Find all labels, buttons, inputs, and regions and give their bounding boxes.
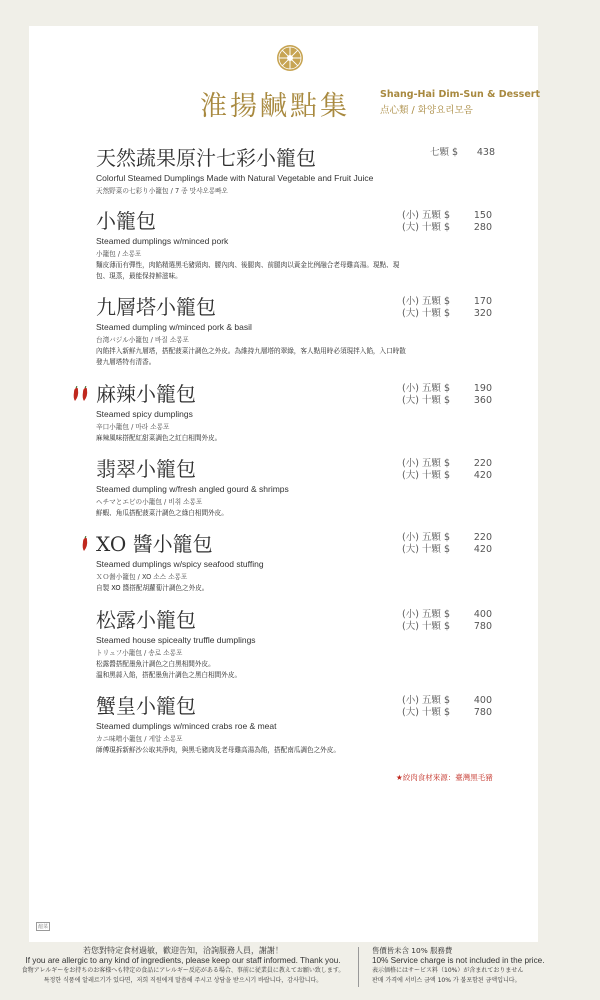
price-label: (小) 五顆 $ <box>402 532 450 543</box>
price-row <box>402 532 492 544</box>
item-name: 九層塔小籠包 <box>96 295 216 319</box>
item-jp-kr-name: 台湾バジル小籠包 / 바질 소롱포 <box>96 336 189 344</box>
price-value: 170 <box>473 296 492 307</box>
item-prices <box>430 147 495 159</box>
service-charge-notice <box>372 946 592 986</box>
price-label: (大) 十顆 $ <box>402 621 450 632</box>
price-label: (小) 五顆 $ <box>402 609 450 620</box>
item-jp-kr-name: ヘチマとエビの小籠包 / 비취 소롱포 <box>96 498 203 506</box>
menu-item <box>96 532 416 594</box>
price-label: (大) 十顆 $ <box>402 395 450 406</box>
price-row <box>402 695 492 707</box>
service-charge-en: 10% Service charge is not included in the price. <box>372 956 545 965</box>
price-label: (小) 五顆 $ <box>402 383 450 394</box>
price-value: 190 <box>473 383 492 394</box>
price-row <box>402 395 492 407</box>
item-name: 蟹皇小籠包 <box>96 694 196 718</box>
service-charge-zh: 售價皆未含 10% 服務費 <box>372 946 453 955</box>
allergy-notice-ja: 食物アレルギーをお持ちのお客様へも特定の食品にアレルギー反応がある場合、事前に従業員に教えてお願い致します。 <box>21 967 345 974</box>
section-title: 淮揚鹹點集 <box>200 91 350 122</box>
price-row <box>402 383 492 395</box>
allergy-notice <box>18 946 348 986</box>
chili-pepper-icon <box>72 386 92 402</box>
item-english-name: Steamed dumpling w/fresh angled gourd & shrimps <box>96 484 289 494</box>
footer-divider <box>358 947 359 987</box>
item-prices <box>402 210 492 234</box>
price-value: 780 <box>473 621 492 632</box>
item-prices <box>402 532 492 556</box>
item-description: 師傅現拆新鮮沙公取其淨肉，與黑毛豬肉及老母雞高湯為餡，搭配南瓜調色之外皮。 <box>96 746 340 754</box>
price-label: (小) 五顆 $ <box>402 210 450 221</box>
item-english-name: Steamed spicy dumplings <box>96 409 193 419</box>
menu-item <box>96 146 416 195</box>
menu-item <box>96 694 416 756</box>
price-row <box>402 308 492 320</box>
item-prices <box>402 383 492 407</box>
item-description: 麻辣風味搭配紅甜菜調色之紅白相間外皮。 <box>96 434 222 442</box>
price-label: (小) 五顆 $ <box>402 458 450 469</box>
item-name: 小籠包 <box>96 209 156 233</box>
price-label: (小) 五顆 $ <box>402 695 450 706</box>
item-prices <box>402 296 492 320</box>
price-value: 220 <box>473 458 492 469</box>
price-row <box>402 609 492 621</box>
item-jp-kr-name: 小籠包 / 소롱포 <box>96 250 142 258</box>
price-label: (大) 十顆 $ <box>402 470 450 481</box>
price-row <box>402 296 492 308</box>
allergy-notice-en: If you are allergic to any kind of ingredients, please keep our staff informed. Thank you. <box>25 956 341 965</box>
round-gold-emblem-icon <box>276 44 304 72</box>
item-description: 松露醬搭配墨魚汁調色之白黑相間外皮。 溫和黑蒜入餡，搭配墨魚汁調色之黑白相間外皮。 <box>96 660 242 679</box>
item-jp-kr-name: 辛口小籠包 / 마라 소롱포 <box>96 423 170 431</box>
item-description: 麵皮薄而有彈性，肉餡精選黑毛豬頸肉、腰內肉、後腿肉、前腿肉以黃金比例融合老母雞高湯。現點、現包、現蒸，最能保持鮮滋味。 <box>96 261 400 280</box>
price-value: 360 <box>473 395 492 406</box>
section-title-english: Shang-Hai Dim-Sun & Dessert <box>380 89 541 100</box>
allergy-notice-ko: 특정한 식품에 알레르기가 있다면，저희 직원에게 말씀해 주시고 상담을 받으시기 바랍니다，감사합니다。 <box>43 977 323 984</box>
item-english-name: Colorful Steamed Dumplings Made with Natural Vegetable and Fruit Juice <box>96 173 374 183</box>
price-row <box>402 707 492 719</box>
item-prices <box>402 458 492 482</box>
service-charge-ja: 表示価格にはサービス料（10%）が含まれておりません <box>372 967 524 974</box>
item-description: 內餡拌入新鮮九層塔，搭配菠菜汁調色之外皮。為維持九層塔的翠綠，客人點用時必須現拌入餡，入口時散發九層塔特有清香。 <box>96 347 406 366</box>
allergy-notice-zh: 若您對特定食材過敏，歡迎告知，洽詢服務人員，謝謝！ <box>83 946 283 955</box>
price-value: 400 <box>473 695 492 706</box>
price-label: (大) 十顆 $ <box>402 222 450 233</box>
price-label: (小) 五顆 $ <box>402 296 450 307</box>
item-description: 自製 XO 醬搭配胡蘿蔔汁調色之外皮。 <box>96 584 209 592</box>
item-prices <box>402 609 492 633</box>
page-tag: 滬菜 <box>38 924 49 930</box>
price-row <box>402 210 492 222</box>
price-row <box>402 544 492 556</box>
item-jp-kr-name: カニ味噌小籠包 / 게알 소롱포 <box>96 735 183 743</box>
menu-item <box>96 608 416 681</box>
price-value: 420 <box>473 544 492 555</box>
item-prices <box>402 695 492 719</box>
price-row <box>402 621 492 633</box>
price-value: 220 <box>473 532 492 543</box>
price-value: 438 <box>476 147 495 158</box>
item-jp-kr-name: 天然野菜の七彩り小籠包 / 7 종 맛샤오롱빠오 <box>96 187 228 195</box>
menu-item <box>96 382 416 444</box>
item-name: 天然蔬果原汁七彩小籠包 <box>96 146 316 170</box>
price-row <box>402 222 492 234</box>
item-name: 翡翠小籠包 <box>96 457 196 481</box>
price-label: (大) 十顆 $ <box>402 544 450 555</box>
price-label: 七顆 $ <box>430 147 459 158</box>
item-description: 鮮蝦、角瓜搭配菠菜汁調色之綠白相間外皮。 <box>96 509 228 517</box>
price-value: 780 <box>473 707 492 718</box>
chili-pepper-icon <box>80 536 92 552</box>
price-value: 400 <box>473 609 492 620</box>
menu-item <box>96 295 416 368</box>
item-name: XO 醬小籠包 <box>96 532 213 556</box>
menu-item <box>96 457 416 519</box>
item-english-name: Steamed dumplings w/minced pork <box>96 236 229 246</box>
price-label: (大) 十顆 $ <box>402 308 450 319</box>
item-english-name: Steamed house spicealty truffle dumplings <box>96 635 256 645</box>
item-english-name: Steamed dumplings w/spicy seafood stuffing <box>96 559 264 569</box>
price-value: 420 <box>473 470 492 481</box>
item-english-name: Steamed dumplings w/minced crabs roe & meat <box>96 721 277 731</box>
menu-item <box>96 209 416 282</box>
price-value: 150 <box>473 210 492 221</box>
item-jp-kr-name: ＸＯ醤小籠包 / XO 소스 소롱포 <box>96 573 188 581</box>
price-row <box>402 458 492 470</box>
service-charge-ko: 판매 가격에 서비스 금액 10% 가 불포함된 금액입니다。 <box>372 977 521 984</box>
item-name: 麻辣小籠包 <box>96 382 196 406</box>
price-label: (大) 十顆 $ <box>402 707 450 718</box>
price-row <box>430 147 495 159</box>
item-jp-kr-name: トリュフ小籠包 / 송로 소롱포 <box>96 649 183 657</box>
price-value: 280 <box>473 222 492 233</box>
price-row <box>402 470 492 482</box>
price-value: 320 <box>473 308 492 319</box>
section-subtitle: 点心類 / 화양요리모음 <box>380 105 473 116</box>
item-name: 松露小籠包 <box>96 608 196 632</box>
meat-origin-note: ★絞肉食材來源：臺灣黑毛豬 <box>396 773 493 782</box>
item-english-name: Steamed dumpling w/minced pork & basil <box>96 322 252 332</box>
